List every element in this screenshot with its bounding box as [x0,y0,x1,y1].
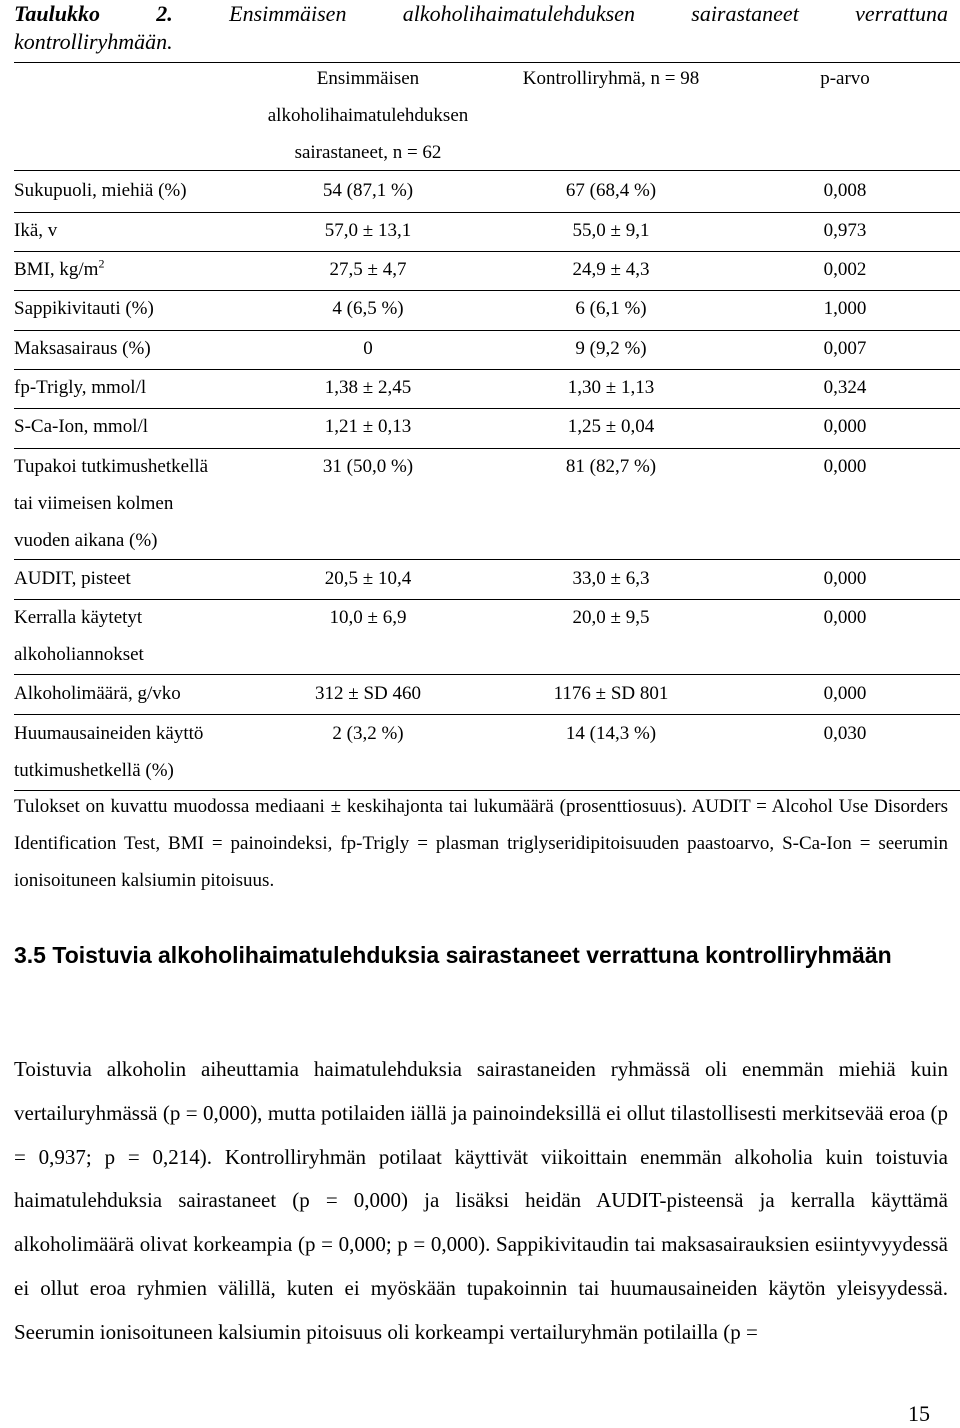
caption-text-line1: Ensimmäisen alkoholihaimatulehduksen sairastaneet verrattuna [229,1,948,26]
cell-p-value: 0,000 [823,683,867,704]
row-label: Sappikivitauti (%) [14,298,154,319]
cell-group2: 1176 ± SD 801 [553,683,669,704]
row-label-superscript: 2 [98,256,105,271]
row-label-line: tutkimushetkellä (%) [14,760,174,781]
row-label-line: tai viimeisen kolmen [14,493,174,514]
row-label: AUDIT, pisteet [14,568,131,589]
cell-p-value: 1,000 [823,298,867,319]
header-group1-line: sairastaneet, n = 62 [294,142,442,163]
cell-group2: 67 (68,4 %) [565,180,657,201]
row-label-line: vuoden aikana (%) [14,530,158,551]
cell-group1: 20,5 ± 10,4 [324,568,412,589]
caption-text-line2: kontrolliryhmään. [14,29,173,54]
cell-group2: 81 (82,7 %) [565,456,657,477]
table-footnote: Tulokset on kuvattu muodossa mediaani ± keskihajonta tai lukumäärä (prosenttiosuus). AUDIT = Alcohol Use Disorders Identification Test, BMI = painoindeksi, fp-Trigly = plasman triglyseridipitoisuuden paastoarvo, S-Ca-Ion = seerumin ionisoituneen kalsiumin pitoisuus. [14,796,948,891]
row-label: Sukupuoli, miehiä (%) [14,180,187,201]
cell-group2: 6 (6,1 %) [575,298,647,319]
cell-group2: 1,25 ± 0,04 [567,416,655,437]
cell-p-value: 0,030 [823,723,867,744]
cell-group1: 31 (50,0 %) [322,456,414,477]
cell-p-value: 0,000 [823,456,867,477]
cell-group2: 14 (14,3 %) [565,723,657,744]
row-label [14,251,104,288]
cell-p-value: 0,000 [823,568,867,589]
body-paragraph: Toistuvia alkoholin aiheuttamia haimatulehduksia sairastaneiden ryhmässä oli enemmän miehiä kuin vertailuryhmässä (p = 0,000), mutta potilaiden iällä ja painoindeksillä ei ollut tilastollisesti merkitsevää eroa (p = 0,937; p = 0,214). Kontrolliryhmän potilaat käyttivät viikoittain enemmän alkoholia kuin toistuvia haimatulehduksia sairastaneet (p = 0,000) ja lisäksi heidän AUDIT-pisteensä ja kerralla käyttämä alkoholimäärä olivat korkeampia (p = 0,000; p = 0,000). Sappikivitaudin tai maksasairauksien esiintyvyydessä ei ollut eroa ryhmien välillä, kuten ei myöskään tupakoinnin tai huumausaineiden käytön yleisyydessä. Seerumin ionisoituneen kalsiumin pitoisuus oli korkeampi vertailuryhmän potilailla (p = [14,1057,948,1344]
cell-group2: 20,0 ± 9,5 [572,607,650,628]
row-label [14,715,203,789]
cell-group1: 54 (87,1 %) [322,180,414,201]
cell-group1: 0 [363,338,373,359]
row-label: S-Ca-Ion, mmol/l [14,416,149,437]
row-label [14,448,208,559]
row-label: fp-Trigly, mmol/l [14,377,147,398]
table-caption [14,0,948,28]
row-label: Alkoholimäärä, g/vko [14,683,181,704]
cell-group1: 57,0 ± 13,1 [324,220,412,241]
cell-p-value: 0,973 [823,220,867,241]
caption-label: Taulukko 2. [14,1,173,26]
cell-group2: 1,30 ± 1,13 [567,377,655,398]
cell-group1: 1,38 ± 2,45 [324,377,412,398]
row-label-line: Huumausaineiden käyttö [14,723,204,744]
section-heading: 3.5 Toistuvia alkoholihaimatulehduksia sairastaneet verrattuna kontrolliryhmään [14,942,892,968]
header-p-value: p-arvo [820,68,870,89]
cell-p-value: 0,000 [823,416,867,437]
cell-group2: 9 (9,2 %) [575,338,647,359]
header-group1 [258,60,478,171]
cell-group1: 10,0 ± 6,9 [329,607,407,628]
header-group1-line: Ensimmäisen [316,68,420,89]
cell-group1: 2 (3,2 %) [332,723,404,744]
cell-group1: 27,5 ± 4,7 [329,259,407,280]
cell-group2: 33,0 ± 6,3 [572,568,650,589]
cell-group1: 1,21 ± 0,13 [324,416,412,437]
cell-group1: 4 (6,5 %) [332,298,404,319]
row-label [14,599,144,673]
row-label-line: Tupakoi tutkimushetkellä [14,456,209,477]
cell-p-value: 0,002 [823,259,867,280]
cell-group2: 55,0 ± 9,1 [572,220,650,241]
page-number: 15 [908,1401,930,1426]
header-group1-line: alkoholihaimatulehduksen [267,105,469,126]
cell-group1: 312 ± SD 460 [315,683,421,704]
cell-p-value: 0,324 [823,377,867,398]
row-label-line: Kerralla käytetyt [14,607,143,628]
cell-p-value: 0,000 [823,607,867,628]
header-bottom-rule [14,170,960,171]
row-label-line: alkoholiannokset [14,644,144,665]
header-group2: Kontrolliryhmä, n = 98 [522,68,700,89]
row-label-text: BMI, kg/m [14,259,99,280]
cell-p-value: 0,008 [823,180,867,201]
cell-group2: 24,9 ± 4,3 [572,259,650,280]
row-label: Maksasairaus (%) [14,338,151,359]
cell-p-value: 0,007 [823,338,867,359]
row-label: Ikä, v [14,220,58,241]
